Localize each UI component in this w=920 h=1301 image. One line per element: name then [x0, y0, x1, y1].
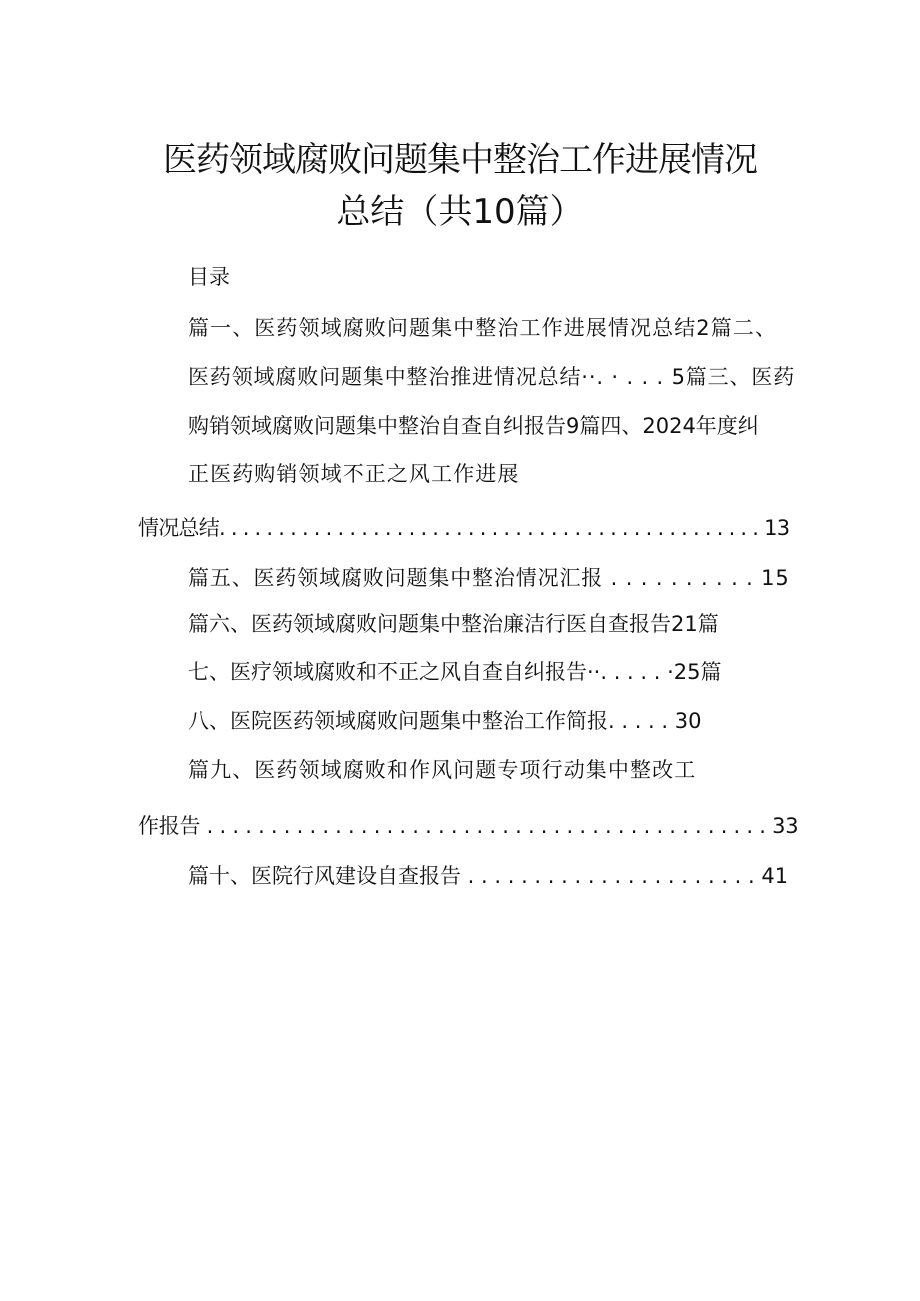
toc-line: 篇五、医药领域腐败问题集中整治情况汇报 . . . . . . . . . . 15 — [188, 566, 790, 590]
toc-line: 正医药购销领域不正之风工作进展 — [188, 462, 520, 486]
toc-line: 七、医疗领域腐败和不正之风自查自纠报告··. . . . . ·25篇 — [188, 660, 722, 684]
toc-line: 八、医院医药领域腐败问题集中整治工作简报. . . . . 30 — [188, 709, 702, 733]
document-title-line-2: 总结（共10篇） — [336, 192, 584, 232]
toc-line: 购销领域腐败问题集中整治自查自纠报告9篇四、2024年度纠 — [188, 414, 759, 438]
toc-line: 篇十、医院行风建设自查报告 . . . . . . . . . . . . . . . . . . . . . . 41 — [188, 864, 789, 888]
toc-heading: 目录 — [188, 265, 230, 289]
toc-line: 情况总结. . . . . . . . . . . . . . . . . . . . . . . . . . . . . . . . . . . . . . . . . . . . . . 13 — [138, 516, 790, 540]
toc-line: 医药领域腐败问题集中整治推进情况总结··. · . . . 5篇三、医药 — [188, 365, 796, 389]
toc-line: 作报告 . . . . . . . . . . . . . . . . . . . . . . . . . . . . . . . . . . . . . . . . . . . . 33 — [138, 814, 799, 838]
document-title-line-1: 医药领域腐败问题集中整治工作进展情况 — [163, 140, 757, 180]
toc-line: 篇一、医药领域腐败问题集中整治工作进展情况总结2篇二、 — [188, 316, 778, 340]
toc-line: 篇六、医药领域腐败问题集中整治廉洁行医自查报告21篇 — [188, 612, 719, 636]
toc-line: 篇九、医药领域腐败和作风问题专项行动集中整改工 — [188, 758, 697, 782]
